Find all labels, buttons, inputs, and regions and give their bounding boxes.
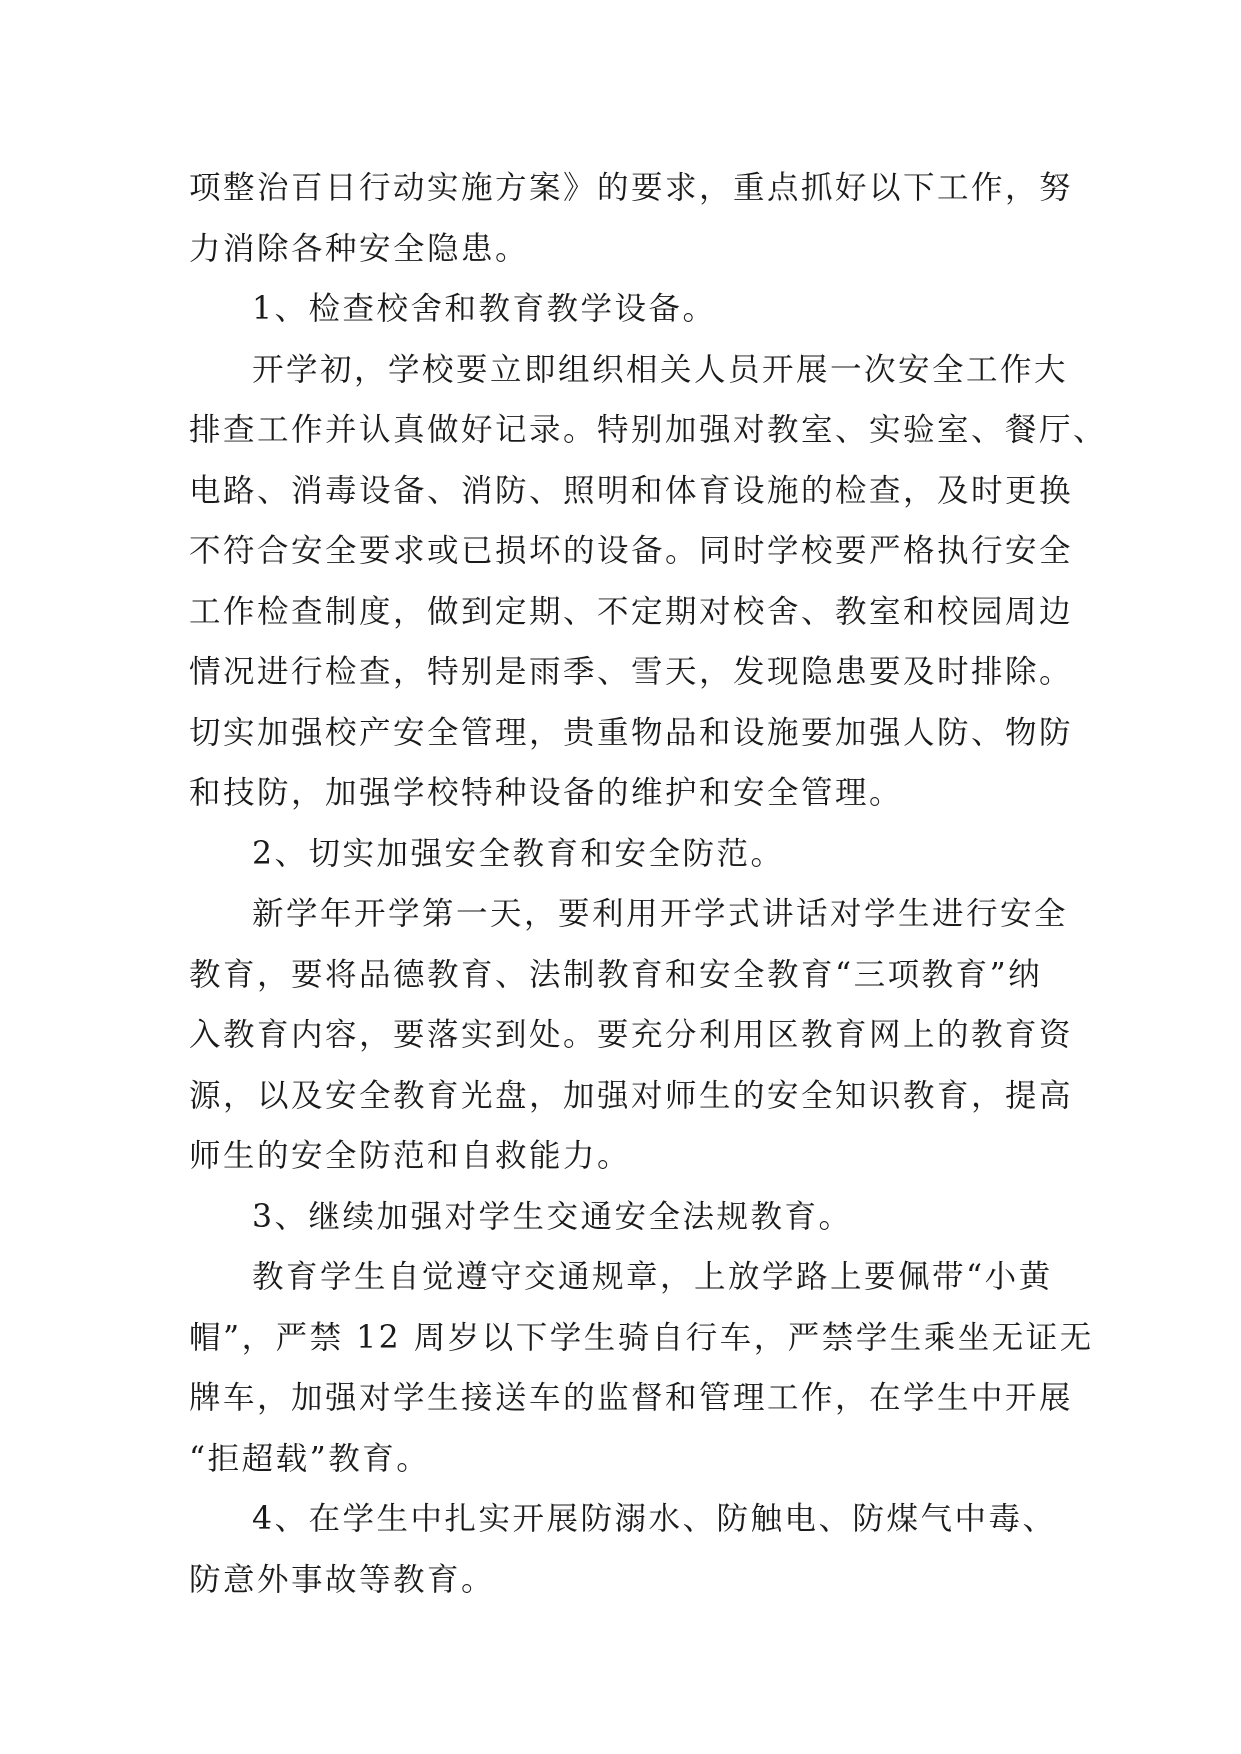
- text-line: 排查工作并认真做好记录。特别加强对教室、实验室、餐厅、: [189, 412, 1108, 448]
- text-line: 项整治百日行动实施方案》的要求，重点抓好以下工作，努: [189, 170, 1074, 206]
- text-line: 力消除各种安全隐患。: [189, 230, 530, 267]
- text-line: 源，以及安全教育光盘，加强对师生的安全知识教育，提高: [189, 1077, 1074, 1114]
- text-line: 开学初，学校要立即组织相关人员开展一次安全工作大: [252, 351, 1069, 388]
- paragraph-traffic-safety: [189, 1247, 1094, 1489]
- section-heading-1: [189, 279, 1069, 340]
- section-heading-3: [189, 1187, 1069, 1248]
- text-line: 工作检查制度，做到定期、不定期对校舍、教室和校园周边: [189, 593, 1074, 630]
- text-line: 切实加强校产安全管理，贵重物品和设施要加强人防、物防: [189, 714, 1074, 751]
- text-line: 3、继续加强对学生交通安全法规教育。: [252, 1198, 853, 1235]
- text-line: 4、在学生中扎实开展防溺水、防触电、防煤气中毒、: [252, 1501, 1057, 1537]
- text-line: 2、切实加强安全教育和安全防范。: [252, 835, 785, 872]
- document-body: [189, 158, 1108, 1610]
- text-line: 不符合安全要求或已损坏的设备。同时学校要严格执行安全: [189, 533, 1074, 569]
- text-line: 电路、消毒设备、消防、照明和体育设施的检查，及时更换: [189, 472, 1074, 509]
- text-line: 牌车，加强对学生接送车的监督和管理工作，在学生中开展: [189, 1380, 1074, 1416]
- text-line: 帽”，严禁 12 周岁以下学生骑自行车，严禁学生乘坐无证无: [189, 1319, 1094, 1356]
- section-heading-4: [189, 1489, 1069, 1610]
- text-line: 防意外事故等教育。: [189, 1561, 496, 1598]
- text-line: 新学年开学第一天，要利用开学式讲话对学生进行安全: [252, 896, 1069, 932]
- text-line: “拒超载”教育。: [189, 1440, 431, 1477]
- text-line: 1、检查校舍和教育教学设备。: [252, 291, 717, 327]
- text-line: 教育，要将品德教育、法制教育和安全教育“三项教育”纳: [189, 956, 1043, 993]
- text-line: 师生的安全防范和自救能力。: [189, 1138, 632, 1174]
- section-heading-2: [189, 824, 1069, 885]
- paragraph-inspection: [189, 340, 1108, 824]
- text-line: 和技防，加强学校特种设备的维护和安全管理。: [189, 775, 904, 811]
- text-line: 入教育内容，要落实到处。要充分利用区教育网上的教育资: [189, 1017, 1074, 1053]
- paragraph-safety-education: [189, 884, 1074, 1187]
- text-line: 教育学生自觉遵守交通规章，上放学路上要佩带“小黄: [252, 1259, 1053, 1295]
- text-line: 情况进行检查，特别是雨季、雪天，发现隐患要及时排除。: [189, 654, 1074, 690]
- paragraph-continuation: [189, 158, 1074, 279]
